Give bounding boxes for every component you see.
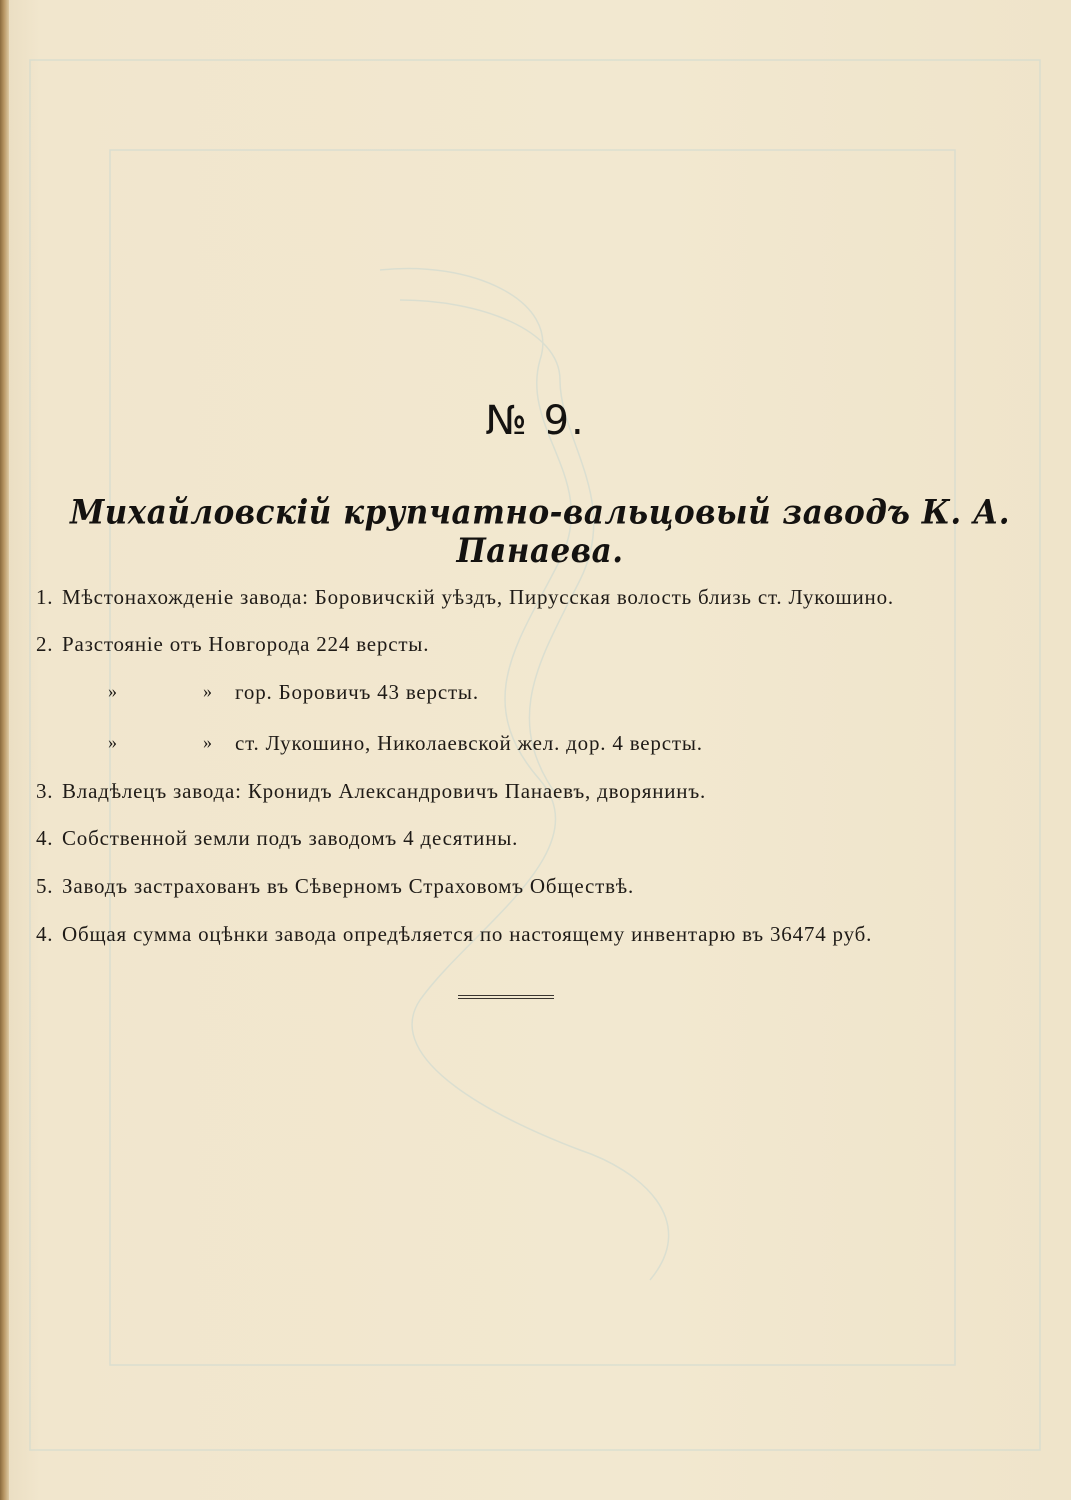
ditto-mark: » [108,732,117,752]
item-number: 4. [36,826,54,850]
item-text: Мѣстонахожденіе завода: Боровичскій уѣздъ, Пирусская волость близь ст. Лукошино. [62,585,894,609]
book-spine-edge [0,0,9,1500]
list-item-6 [36,922,872,947]
list-item-2b [235,731,703,756]
item-text: Собственной земли подъ заводомъ 4 десятины. [62,826,519,850]
item-number: 2. [36,632,54,656]
factory-title: Михайловскій крупчатно-вальцовый заводъ К. А. Панаева. [69,493,1011,571]
item-text: Владѣлецъ завода: Кронидъ Александровичъ Панаевъ, дворянинъ. [62,779,707,803]
item-text: Общая сумма оцѣнки завода опредѣляется по настоящему инвентарю въ 36474 руб. [62,922,873,946]
item-text: гор. Боровичъ 43 версты. [235,680,479,704]
list-item-3 [36,779,706,804]
item-text: ст. Лукошино, Николаевской жел. дор. 4 версты. [235,731,703,755]
entry-number: № 9. [485,398,586,444]
list-item-2a [235,680,479,705]
ditto-mark: » [108,681,117,701]
ditto-mark: » [203,681,212,701]
item-number: 4. [36,922,54,946]
list-item-2 [36,632,429,657]
item-number: 5. [36,874,54,898]
list-item-4 [36,826,518,851]
item-text: Заводъ застрахованъ въ Сѣверномъ Страховомъ Обществѣ. [62,874,635,898]
list-item-5 [36,874,634,899]
closing-double-rule [458,995,554,1002]
item-number: 1. [36,585,54,609]
ditto-mark: » [203,732,212,752]
item-number: 3. [36,779,54,803]
item-text: Разстояніе отъ Новгорода 224 версты. [62,632,430,656]
list-item-1 [36,585,894,610]
